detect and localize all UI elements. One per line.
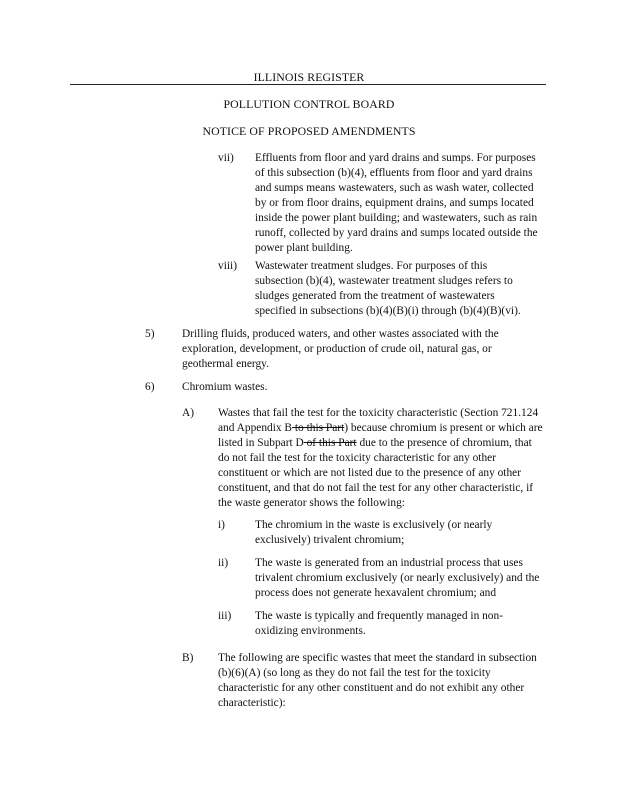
item-Aii-label: ii)	[218, 557, 229, 569]
item-A-strike2: of this Part	[303, 437, 357, 449]
item-vii-label: vii)	[218, 152, 234, 164]
item-viii-label: viii)	[218, 260, 237, 272]
item-Ai-text: The chromium in the waste is exclusively (or nearly exclusively) trivalent chromium;	[255, 519, 493, 546]
item-Aii-text: The waste is generated from an industrial process that uses trivalent chromium exclusively (or nearly exclusively) and the process does not generate hexavalent chromium; and	[255, 557, 540, 599]
item-Aiii-label: iii)	[218, 610, 232, 622]
notice-title: NOTICE OF PROPOSED AMENDMENTS	[202, 124, 416, 138]
item-A-text-part1: Wastes that fail the test for the toxicity characteristic (Section 721.124 and Appendix B	[218, 407, 539, 434]
item-5-label: 5)	[145, 328, 155, 340]
board-title: POLLUTION CONTROL BOARD	[223, 97, 395, 111]
item-vii-text: Effluents from floor and yard drains and sumps. For purposes of this subsection (b)(4), effluents from floor and yard drains and sumps means wastewaters, such as wash water, collected by or from floor drains, equipment drains, and sumps located inside the power plant building; and wastewaters, such as rain runoff, collected by yard drains and sumps located outside the power plant building.	[255, 152, 538, 254]
register-title: ILLINOIS REGISTER	[253, 70, 365, 84]
item-A-label: A)	[182, 407, 195, 419]
item-A-text-part2: ) because chromium is present or which are listed in Subpart D	[218, 422, 543, 449]
item-5-text: Drilling fluids, produced waters, and other wastes associated with the exploration, development, or production of crude oil, natural gas, or geothermal energy.	[182, 328, 499, 370]
item-A-text	[218, 406, 546, 511]
item-B-label: B)	[182, 652, 194, 664]
item-B-text: The following are specific wastes that meet the standard in subsection (b)(6)(A) (so long as they do not fail the test for the toxicity characteristic for any other constituent and do not exhibit any other characteristic):	[218, 652, 537, 709]
item-6-text: Chromium wastes.	[182, 381, 268, 393]
item-viii-text: Wastewater treatment sludges. For purposes of this subsection (b)(4), wastewater treatment sludges refers to sludges generated from the treatment of wastewaters specified in subsections (b)(4)(B)(i) through (b)(4)(B)(vi).	[255, 260, 521, 317]
item-6-label: 6)	[145, 381, 155, 393]
item-A-strike1: to this Part	[292, 422, 345, 434]
item-Ai-label: i)	[218, 519, 225, 531]
item-A-text-part3: due to the presence of chromium, that do not fail the test for the toxicity characteristic for any other constituent or which are not listed due to the presence of any other constituent, and that do not fail the test for any other characteristic, if the waste generator shows the following:	[218, 437, 534, 509]
header-rule	[70, 84, 546, 85]
item-Aiii-text: The waste is typically and frequently managed in non-oxidizing environments.	[255, 610, 503, 637]
